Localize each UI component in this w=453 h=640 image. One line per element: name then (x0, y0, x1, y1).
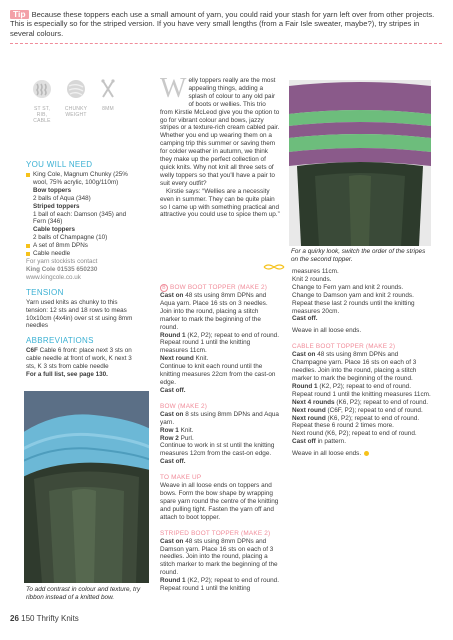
striped-cont-2: Knit 2 rounds. (292, 275, 332, 283)
cable-weave: Weave in all loose ends. (292, 450, 432, 458)
cable-toppers-label: Cable toppers (33, 226, 75, 234)
materials-item: Cable needle (26, 250, 136, 258)
full-list-reference: For a full list, see page 130. (26, 371, 108, 379)
cable-boot-heading: CABLE BOOT TOPPER (MAKE 2) (292, 343, 396, 351)
striped-cont-5: Repeat these last 2 rounds until the knitting measures 20cm. (292, 299, 415, 315)
page-footer (10, 614, 79, 623)
bow-boot-heading: B BOW BOOT TOPPER (MAKE 2) (160, 284, 280, 292)
materials-item: King Cole, Magnum Chunky (25% wool, 75% acrylic, 100g/110m) (26, 171, 136, 187)
striped-cont-3: Change to Fern yarn and knit 2 rounds. (292, 283, 404, 291)
tip-box (10, 10, 440, 38)
cable-repeat-2: Repeat these 6 round 2 times more. (292, 422, 394, 430)
pattern-column-right (292, 268, 432, 458)
bow-cast-on: Cast on 8 sts using 8mm DPNs and Aqua yarn. (160, 410, 279, 426)
bow-row2: Row 2 Purl. (160, 434, 194, 442)
bow-topper-caption: To add contrast in colour and texture, try ribbon instead of a knitted bow. (26, 586, 141, 601)
bow-boot-round1: Round 1 (K2, P2); repeat to end of round. (160, 331, 279, 339)
tip-badge: Tip (10, 10, 29, 19)
bow-boot-repeat: Repeat round 1 until the knitting measures 11cm. (160, 339, 251, 355)
cable-repeat: Repeat round 1 until the knitting measures 11cm. (292, 390, 431, 398)
bow-boot-next-round: Next round Knit. (160, 355, 209, 363)
striped-boot-cast-on: Cast on 48 sts using 8mm DPNs and Damson yarn. Place 16 sts on each of 3 needles. Join into the round, placing a stitch marker to mark the beginning of the round. (160, 537, 278, 577)
tension-heading: TENSION (26, 287, 64, 297)
striped-boot-round1: Round 1 (K2, P2); repeat to end of round. (160, 577, 279, 585)
abbreviation-c6f: C6F Cable 6 front: place next 3 sts on cable needle at front of work, K next 3 sts, K 3 sts from cable needle (26, 347, 132, 371)
striped-topper-photo (289, 80, 431, 246)
cable-cast-on: Cast on 48 sts using 8mm DPNs and Champagne yarn. Place 16 sts on each of 3 needles. Join into the round, placing a stitch marker to mark the beginning of the round. (292, 351, 417, 382)
bow-boot-cast-off: Cast off. (160, 386, 186, 394)
striped-toppers-text: 1 ball of each: Damson (345) and Fern (346) (33, 210, 127, 226)
to-make-up-text: Weave in all loose ends on toppers and bows. Form the bow shape by wrapping spare yarn round the centre of the knitting and pulling tight. Fasten the yarn off and attach to boot topper. (160, 482, 279, 521)
bow-boot-continue: Continue to knit each round until the knitting measures 22cm from the cast-on edge. (160, 363, 276, 386)
striped-boot-heading: STRIPED BOOT TOPPER (MAKE 2) (160, 529, 271, 537)
you-will-need-heading: YOU WILL NEED (26, 160, 93, 169)
stockists-phone: King Cole 01535 650230 (26, 265, 98, 273)
stockists-text: For yarn stockists contact (26, 257, 98, 265)
technique-icons (28, 79, 124, 129)
bullet-icon (26, 173, 30, 177)
ornament-icon (263, 263, 285, 271)
materials-item: A set of 8mm DPNs (26, 242, 136, 250)
section-marker-icon: B (160, 284, 168, 292)
striped-toppers-label: Striped toppers (33, 202, 80, 210)
cable-cast-off: Cast off in pattern. (292, 438, 346, 446)
striped-boot-repeat: Repeat round 1 until the knitting (160, 585, 251, 593)
icon-label: ST ST, RIB, (33, 106, 51, 118)
bullet-icon (26, 252, 30, 256)
bow-row1: Row 1 Knit. (160, 426, 194, 434)
icon-label: WEIGHT (65, 112, 87, 118)
end-mark-icon (364, 451, 369, 456)
to-make-up-heading: TO MAKE UP (160, 474, 202, 482)
tip-text: Because these toppers each use a small amount of yarn, you could raid your stash for yarn left over from other projects. This is especially so for the striped version. If you have very small lengths (from a Fair Isle sweater, maybe?), try stripes in several colours. (10, 10, 435, 38)
icon-label: CHUNKY (64, 106, 88, 112)
cable-round1: Round 1 (K2, P2); repeat to end of round. (292, 382, 411, 390)
dashed-divider (10, 43, 442, 44)
bullet-icon (26, 244, 30, 248)
tension-text: Yarn used knits as chunky to this tension: 12 sts and 18 rows to meas 10x10cm (4x4in) over st st using 8mm needles (26, 298, 133, 330)
striped-weave: Weave in all loose ends. (292, 327, 362, 335)
cable-toppers-text: 2 balls of Champagne (10) (33, 234, 108, 242)
bow-toppers-text: 2 balls of Aqua (348) (33, 194, 91, 202)
materials-column (26, 160, 136, 379)
needle-8mm-icon (94, 79, 122, 112)
abbreviations-heading: ABBREVIATIONS (26, 336, 94, 346)
intro-text (160, 73, 280, 219)
st-st-rib-cable-icon (28, 79, 56, 124)
bow-cast-off: Cast off. (160, 458, 186, 466)
intro-paragraph: elly toppers really are the most appealing things, adding a splash of colour to any old pair of boots or wellies. This trio from Kirstie McLeod give you the option to go for vibrant colour and bows, jazzy stripes or a texture-rich cream cabled pair. Whether you end up wearing them on a camping trip this summer or saving them for colder weather in autumn, we think they make up the perfect collection of quick knits. Why not knit all three sets of welly toppers so that you'll have a pair to suit every outfit? (160, 77, 280, 187)
book-title: 150 Thrifty Knits (21, 614, 79, 623)
bow-heading: BOW (MAKE 2) (160, 402, 208, 410)
striped-cont-1: measures 11cm. (292, 268, 339, 275)
icon-label: CABLE (33, 118, 51, 124)
bow-toppers-label: Bow toppers (33, 186, 72, 194)
chunky-weight-icon (62, 79, 90, 118)
cable-next-round-3: Next round (K6, P2); repeat to end of round. (292, 430, 417, 438)
cable-next-round: Next round (C6F, P2); repeat to end of round. (292, 406, 423, 414)
drop-cap: W (160, 73, 187, 104)
bow-topper-photo (24, 391, 149, 583)
stockists-url: www.kingcole.co.uk (26, 273, 81, 281)
striped-cont-4: Change to Damson yarn and knit 2 rounds. (292, 291, 414, 299)
page-number: 26 (10, 614, 19, 623)
bow-continue: Continue to work in st st until the knitting measures 12cm from the cast-on edge. (160, 442, 275, 458)
icon-label: 8MM (102, 106, 114, 112)
cable-next-round-2: Next round (K6, P2); repeat to end of round. (292, 414, 420, 422)
cable-next4: Next 4 rounds (K6, P2); repeat to end of round. (292, 398, 429, 406)
striped-topper-caption: For a quirky look, switch the order of the stripes on the second topper. (291, 248, 426, 263)
bow-boot-cast-on: Cast on 48 sts using 8mm DPNs and Aqua yarn. Place 16 sts on 3 needles. Join into the round, placing a stitch marker to mark the beginning of the round. (160, 292, 268, 331)
intro-quote: Kirstie says: “Wellies are a necessity even in summer. They can be quite plain so I came up with something practical and attractive you could use to spice them up.” (160, 187, 280, 219)
pattern-column-middle (160, 280, 280, 593)
striped-cast-off: Cast off. (292, 315, 318, 323)
